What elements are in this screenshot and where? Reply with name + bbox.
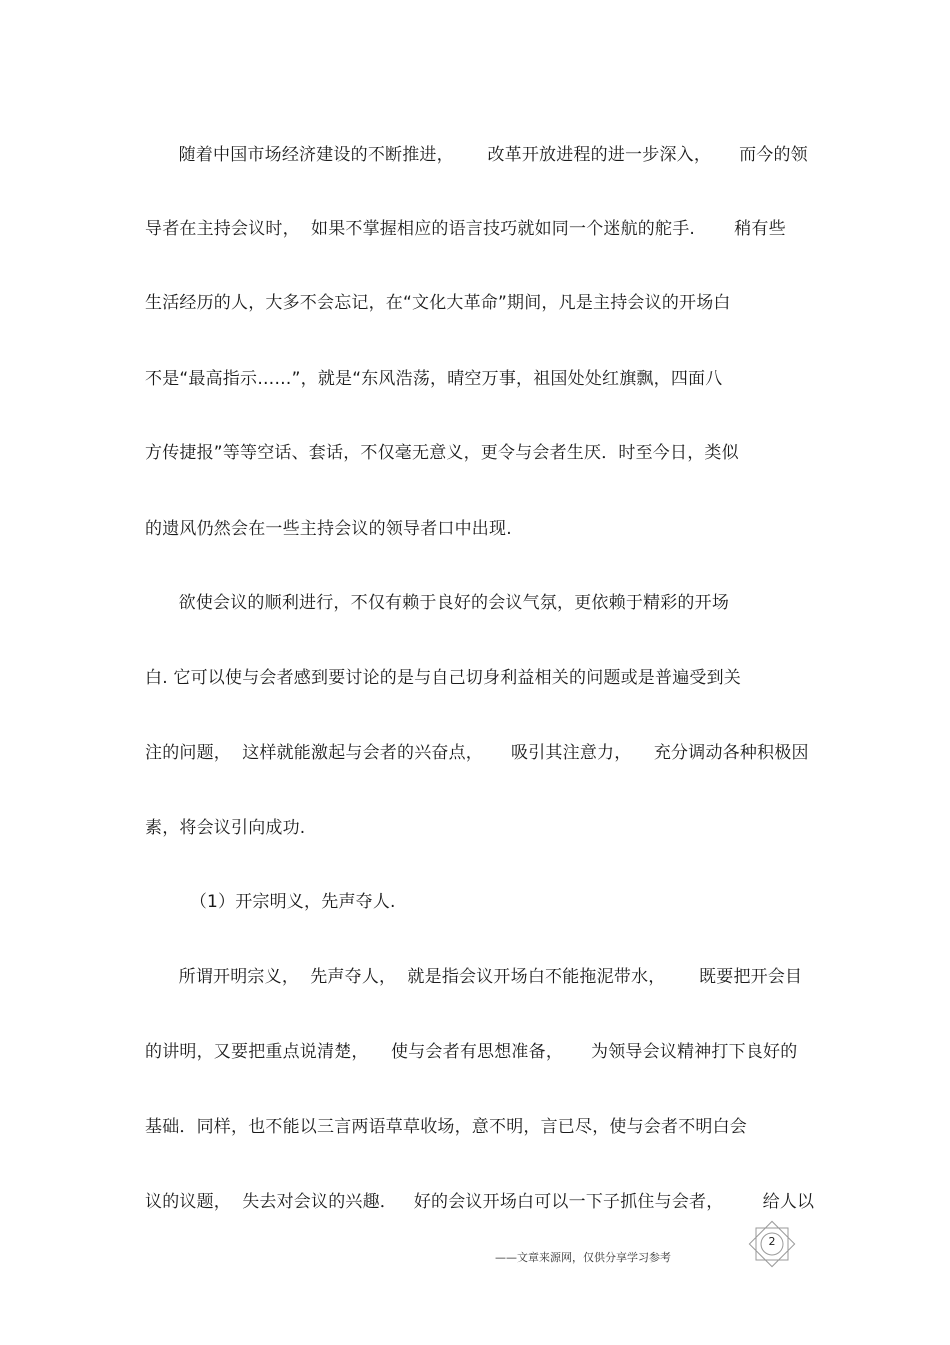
paragraph-line: 欲使会议的顺利进行，不仅有赖于良好的会议气氛，更依赖于精彩的开场: [145, 593, 730, 613]
paragraph-line: 的讲明，又要把重点说清楚， 使与会者有思想准备， 为领导会议精神打下良好的: [145, 1042, 798, 1062]
paragraph-line: 方传捷报”等等空话、套话，不仅毫无意义，更令与会者生厌．时至今日，类似: [145, 443, 739, 463]
paragraph-line: 导者在主持会议时， 如果不掌握相应的语言技巧就如同一个迷航的舵手. 稍有些: [145, 219, 786, 239]
page-number: 2: [768, 1235, 776, 1248]
footer-source-note: ——文章来源网，仅供分享学习参考: [495, 1251, 671, 1264]
paragraph-line: 不是“最高指示……”，就是“东风浩荡，晴空万事，祖国处处红旗飘，四面八: [145, 369, 723, 389]
paragraph-line: 生活经历的人，大多不会忘记，在“文化大革命”期间，凡是主持会议的开场白: [145, 293, 731, 313]
page-number-badge: [748, 1220, 796, 1268]
paragraph-line: 随着中国市场经济建设的不断推进， 改革开放进程的进一步深入， 而今的领: [145, 145, 808, 165]
paragraph-line: 议的议题， 失去对会议的兴趣． 好的会议开场白可以一下子抓住与会者， 给人以: [145, 1192, 815, 1212]
paragraph-line: 注的问题， 这样就能激起与会者的兴奋点， 吸引其注意力， 充分调动各种积极因: [145, 743, 809, 763]
paragraph-line: 基础．同样，也不能以三言两语草草收场，意不明，言已尽，使与会者不明白会: [145, 1117, 747, 1137]
paragraph-line: 白. 它可以使与会者感到要讨论的是与自己切身利益相关的问题或是普遍受到关: [145, 668, 742, 688]
paragraph-line: 所谓开明宗义， 先声夺人， 就是指会议开场白不能拖泥带水， 既要把开会目: [145, 967, 803, 987]
paragraph-line: 素，将会议引向成功.: [145, 818, 306, 838]
section-heading: （1）开宗明义，先声夺人.: [145, 892, 396, 912]
paragraph-line: 的遗风仍然会在一些主持会议的领导者口中出现.: [145, 519, 512, 539]
